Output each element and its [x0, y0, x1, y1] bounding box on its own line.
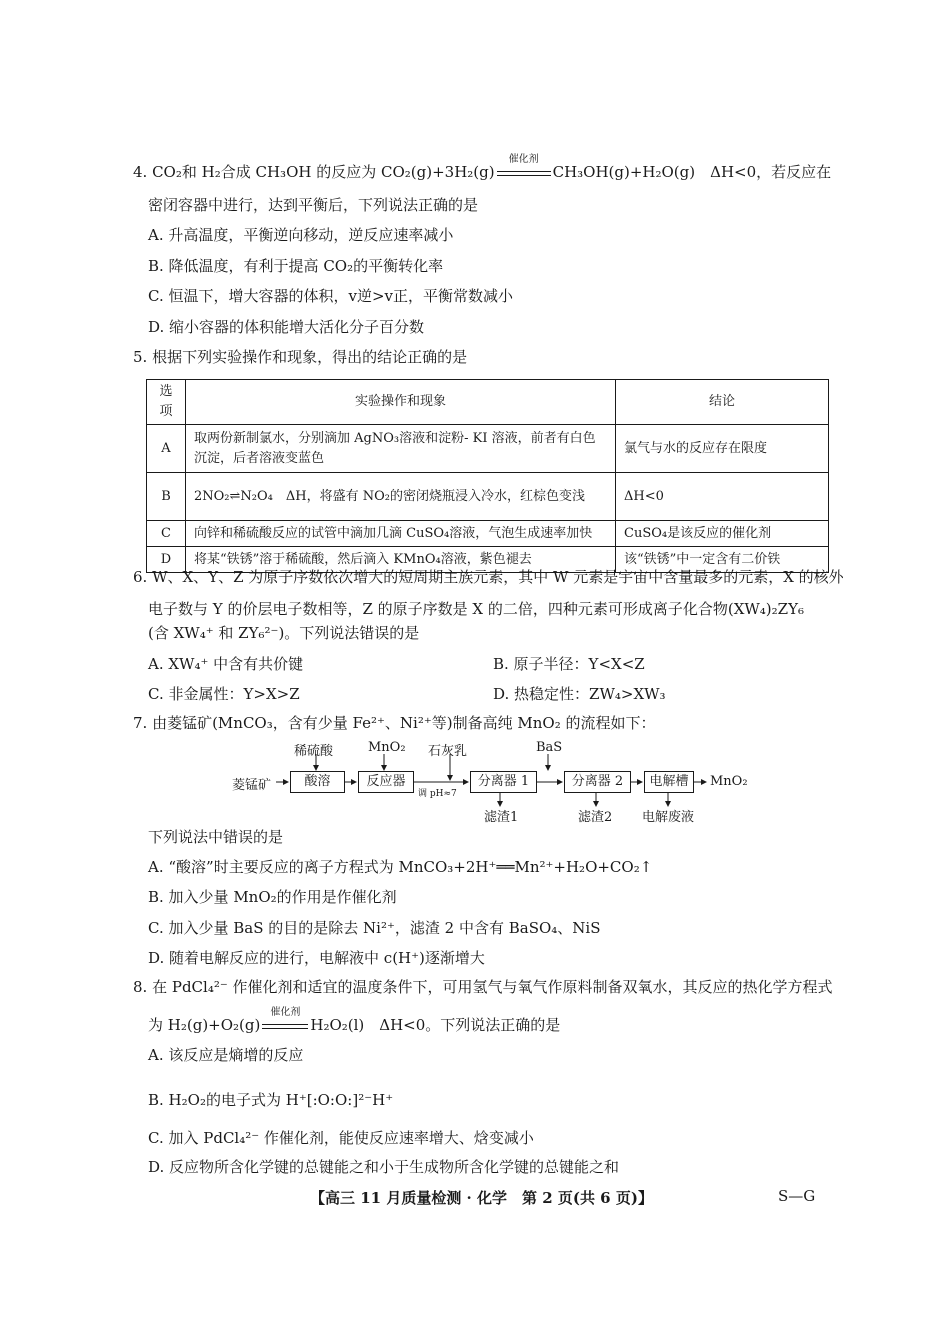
flow-box-acid: 酸溶: [290, 771, 345, 793]
q4-line2: 密闭容器中进行，达到平衡后，下列说法正确的是: [148, 196, 479, 214]
q8-option-b: B. H₂O₂的电子式为 H⁺[:O:O:]²⁻H⁺: [148, 1091, 394, 1109]
flow-box-separator2: 分离器 2: [564, 771, 631, 793]
flow-box-separator1: 分离器 1: [470, 771, 537, 793]
table-row: [147, 473, 829, 521]
experiment-table: [146, 379, 829, 573]
row-operation: 取两份新制氯水，分别滴加 AgNO₃溶液和淀粉- KI 溶液，前者有白色沉淀，后者溶液变蓝色: [186, 425, 616, 473]
q4-option-d: D. 缩小容器的体积能增大活化分子百分数: [148, 318, 425, 336]
q7-option-a: A. “酸溶”时主要反应的离子方程式为 MnCO₃+2H⁺══Mn²⁺+H₂O+CO₂↑: [148, 858, 653, 876]
q8-option-d: D. 反应物所含化学键的总键能之和小于生成物所含化学键的总键能之和: [148, 1158, 620, 1176]
q4-option-c: C. 恒温下，增大容器的体积，v逆>v正，平衡常数减小: [148, 287, 513, 305]
catalyst-label: 催化剂: [508, 154, 539, 165]
q8-line2b: H₂O₂(l) ΔH<0。下列说法正确的是: [310, 1016, 561, 1034]
page-footer: 【高三 11 月质量检测 · 化学 第 2 页(共 6 页)】: [310, 1189, 653, 1207]
q7-option-c: C. 加入少量 BaS 的目的是除去 Ni²⁺，滤渣 2 中含有 BaSO₄、NiS: [148, 919, 601, 937]
row-option: D: [147, 547, 186, 573]
q6-line1: 6. W、X、Y、Z 为原子序数依次增大的短周期主族元素，其中 W 元素是宇宙中含量最多的元素，X 的核外: [133, 568, 844, 586]
row-option: B: [147, 473, 186, 521]
q6-option-b: B. 原子半径：Y<X<Z: [493, 655, 645, 673]
q6-option-d: D. 热稳定性：ZW₄>XW₃: [493, 685, 666, 703]
flow-input-4: BaS: [536, 740, 563, 755]
q4-line1a: 4. CO₂和 H₂合成 CH₃OH 的反应为 CO₂(g)+3H₂(g): [133, 163, 495, 181]
q8-line1: 8. 在 PdCl₄²⁻ 作催化剂和适宜的温度条件下，可用氢气与氧气作原料制备双氧水，其反应的热化学方程式: [133, 978, 833, 996]
row-conclusion: CuSO₄是该反应的催化剂: [616, 521, 829, 547]
row-operation: 2NO₂⇌N₂O₄ ΔH，将盛有 NO₂的密闭烧瓶浸入冷水，红棕色变浅: [186, 473, 616, 521]
q6-line2: 电子数与 Y 的价层电子数相等，Z 的原子序数是 X 的二倍，四种元素可形成离子化合物(XW₄)₂ZY₆: [148, 600, 805, 618]
q7-option-b: B. 加入少量 MnO₂的作用是作催化剂: [148, 888, 397, 906]
header-option: 选项: [147, 380, 186, 425]
q8-option-a: A. 该反应是熵增的反应: [148, 1046, 304, 1064]
q5-stem: 5. 根据下列实验操作和现象，得出的结论正确的是: [133, 348, 468, 366]
table-row: [147, 425, 829, 473]
row-option: C: [147, 521, 186, 547]
q4-line1b: CH₃OH(g)+H₂O(g) ΔH<0，若反应在: [552, 163, 832, 181]
q8-line2: [148, 1007, 561, 1036]
q4-option-b: B. 降低温度，有利于提高 CO₂的平衡转化率: [148, 257, 444, 275]
q7-question: 下列说法中错误的是: [148, 828, 284, 846]
header-conclusion: 结论: [616, 380, 829, 425]
row-option: A: [147, 425, 186, 473]
flow-ph-label: 调 pH≈7: [418, 789, 457, 799]
flow-output-3: 滤渣1: [484, 810, 519, 825]
table-row: [147, 521, 829, 547]
flow-input-2: MnO₂: [368, 740, 406, 755]
flow-output-4: 滤渣2: [578, 810, 613, 825]
q6-option-c: C. 非金属性：Y>X>Z: [148, 685, 300, 703]
flow-input-1: 稀硫酸: [294, 744, 334, 759]
flow-end: MnO₂: [710, 774, 748, 789]
q7-option-d: D. 随着电解反应的进行，电解液中 c(H⁺)逐渐增大: [148, 949, 485, 967]
q6-option-a: A. XW₄⁺ 中含有共价键: [148, 655, 304, 673]
q4-line1: [133, 154, 832, 183]
catalyst-label: 催化剂: [270, 1007, 301, 1018]
flow-input-3: 石灰乳: [428, 744, 468, 759]
q7-stem: 7. 由菱锰矿(MnCO₃，含有少量 Fe²⁺、Ni²⁺等)制备高纯 MnO₂ 的流程如下：: [133, 714, 656, 732]
flow-output-5: 电解废液: [642, 810, 695, 825]
process-flowchart: [232, 740, 772, 830]
flow-start: 菱锰矿: [232, 778, 272, 793]
row-conclusion: 氯气与水的反应存在限度: [616, 425, 829, 473]
q8-option-c: C. 加入 PdCl₄²⁻ 作催化剂，能使反应速率增大、焓变减小: [148, 1129, 534, 1147]
catalyst-arrow: [262, 1007, 308, 1036]
row-operation: 将某“铁锈”溶于稀硫酸，然后滴入 KMnO₄溶液，紫色褪去: [186, 547, 616, 573]
row-operation: 向锌和稀硫酸反应的试管中滴加几滴 CuSO₄溶液，气泡生成速率加快: [186, 521, 616, 547]
q6-line3: (含 XW₄⁺ 和 ZY₆²⁻)。下列说法错误的是: [148, 624, 420, 642]
table-header-row: [147, 380, 829, 425]
paper-code: S—G: [778, 1187, 816, 1205]
flow-box-electrolyzer: 电解槽: [644, 771, 694, 793]
row-conclusion: ΔH<0: [616, 473, 829, 521]
header-operation: 实验操作和现象: [186, 380, 616, 425]
flow-box-reactor: 反应器: [358, 771, 414, 793]
catalyst-arrow: [497, 154, 551, 183]
q4-option-a: A. 升高温度，平衡逆向移动，逆反应速率减小: [148, 226, 454, 244]
row-conclusion: 该“铁锈”中一定含有二价铁: [616, 547, 829, 573]
q8-line2a: 为 H₂(g)+O₂(g): [148, 1016, 261, 1034]
